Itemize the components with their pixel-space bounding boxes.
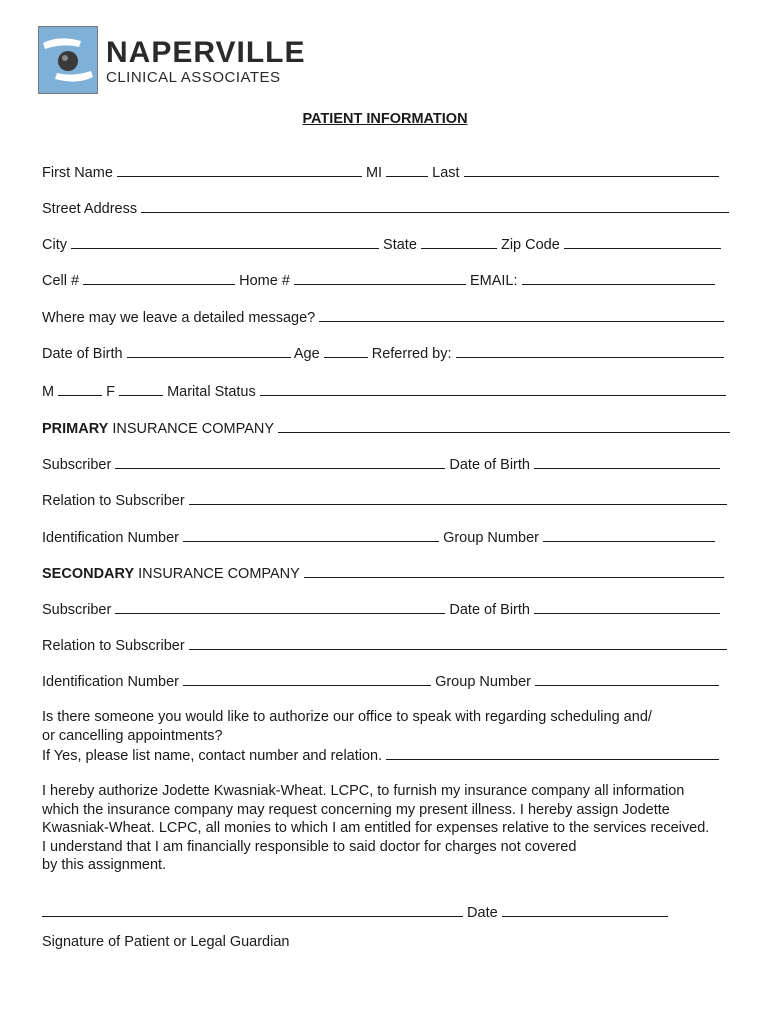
message-field[interactable] [319,307,724,322]
authorization-line-4: I understand that I am financially responsible to said doctor for charges not covered [42,838,577,855]
relation-label: Relation to Subscriber [42,493,185,509]
home-field[interactable] [294,270,466,285]
date-field[interactable] [502,902,668,917]
secondary-subscriber-field[interactable] [115,599,445,614]
email-field[interactable] [522,270,715,285]
secondary-group-field[interactable] [535,671,719,686]
male-label: M [42,384,55,400]
city-label: City [42,237,67,253]
mi-field[interactable] [386,162,428,177]
authorize-question-line-3 [42,745,752,766]
marital-field[interactable] [260,381,726,396]
male-field[interactable] [58,381,102,396]
authorization-line-5: by this assignment. [42,857,167,873]
signature-caption: Signature of Patient or Legal Guardian [42,934,290,950]
female-label: F [106,384,116,400]
subscriber-label: Subscriber [42,457,112,473]
subscriber-dob-label: Date of Birth [449,457,530,473]
primary-insurance-row [42,418,730,438]
primary-subscriber-row [42,454,720,474]
marital-label: Marital Status [167,384,256,400]
signature-field[interactable] [42,902,463,917]
referred-field[interactable] [456,343,724,358]
logo-emblem [38,26,98,94]
sex-row [42,381,726,401]
referred-label: Referred by: [371,346,452,362]
date-label: Date [467,905,498,921]
state-label: State [383,237,417,253]
home-label: Home # [239,273,290,289]
id-number-label: Identification Number [42,674,180,690]
phone-row [42,270,715,290]
authorize-question-line-3-text: If Yes, please list name, contact number and relation. [42,748,383,764]
insurance-company-label: INSURANCE COMPANY [112,421,274,437]
authorization-line-3: Kwasniak-Wheat. LCPC, all monies to which I am entitled for expenses relative to the services received. [42,820,710,836]
relation-label: Relation to Subscriber [42,638,185,654]
secondary-subscriber-row [42,599,720,619]
message-row [42,307,724,327]
city-row [42,234,721,254]
zip-label: Zip Code [500,237,560,253]
city-field[interactable] [71,234,379,249]
signature-row [42,902,668,922]
primary-relation-row [42,490,727,510]
authorization-line-1: I hereby authorize Jodette Kwasniak-Wheat. LCPC, to furnish my insurance company all information [42,783,685,799]
last-name-field[interactable] [464,162,719,177]
authorize-question-line-1: Is there someone you would like to authorize our office to speak with regarding scheduling and/ [42,709,652,725]
cell-field[interactable] [83,270,235,285]
authorize-question [42,708,752,766]
zip-field[interactable] [564,234,721,249]
subscriber-dob-label: Date of Birth [449,602,530,618]
first-name-label: First Name [42,165,113,181]
primary-subscriber-field[interactable] [115,454,445,469]
clinic-logo [38,26,306,96]
dob-field[interactable] [127,343,291,358]
email-label: EMAIL: [469,273,518,289]
street-row [42,198,729,218]
logo-name-top: NAPERVILLE [106,36,306,69]
mi-label: MI [365,165,383,181]
age-label: Age [293,346,320,362]
dob-label: Date of Birth [42,346,123,362]
logo-name-bottom: CLINICAL ASSOCIATES [106,69,281,86]
message-label: Where may we leave a detailed message? [42,310,316,326]
state-field[interactable] [421,234,497,249]
secondary-insurance-row [42,563,724,583]
subscriber-label: Subscriber [42,602,112,618]
id-number-label: Identification Number [42,530,180,546]
form-title: PATIENT INFORMATION [302,111,468,127]
primary-id-row [42,527,715,547]
first-name-field[interactable] [117,162,362,177]
authorize-question-line-2: or cancelling appointments? [42,727,223,744]
age-field[interactable] [324,343,368,358]
secondary-id-row [42,671,719,691]
dob-row [42,343,724,363]
secondary-id-field[interactable] [183,671,431,686]
street-field[interactable] [141,198,729,213]
authorization-line-2: which the insurance company may request concerning my present illness. I hereby assign Jodette [42,801,670,818]
secondary-relation-field[interactable] [189,635,727,650]
group-number-label: Group Number [443,530,539,546]
secondary-insurance-field[interactable] [304,563,724,578]
street-label: Street Address [42,201,138,217]
secondary-subscriber-dob-field[interactable] [534,599,720,614]
secondary-label: SECONDARY [42,566,135,582]
secondary-relation-row [42,635,727,655]
primary-relation-field[interactable] [189,490,727,505]
authorization-paragraph [42,782,757,875]
primary-label: PRIMARY [42,421,109,437]
primary-subscriber-dob-field[interactable] [534,454,720,469]
authorized-person-field[interactable] [386,745,719,760]
primary-group-field[interactable] [543,527,715,542]
primary-id-field[interactable] [183,527,439,542]
name-row [42,162,719,182]
group-number-label: Group Number [435,674,531,690]
female-field[interactable] [119,381,163,396]
cell-label: Cell # [42,273,80,289]
primary-insurance-field[interactable] [278,418,730,433]
insurance-company-label: INSURANCE COMPANY [138,566,300,582]
last-name-label: Last [432,165,460,181]
